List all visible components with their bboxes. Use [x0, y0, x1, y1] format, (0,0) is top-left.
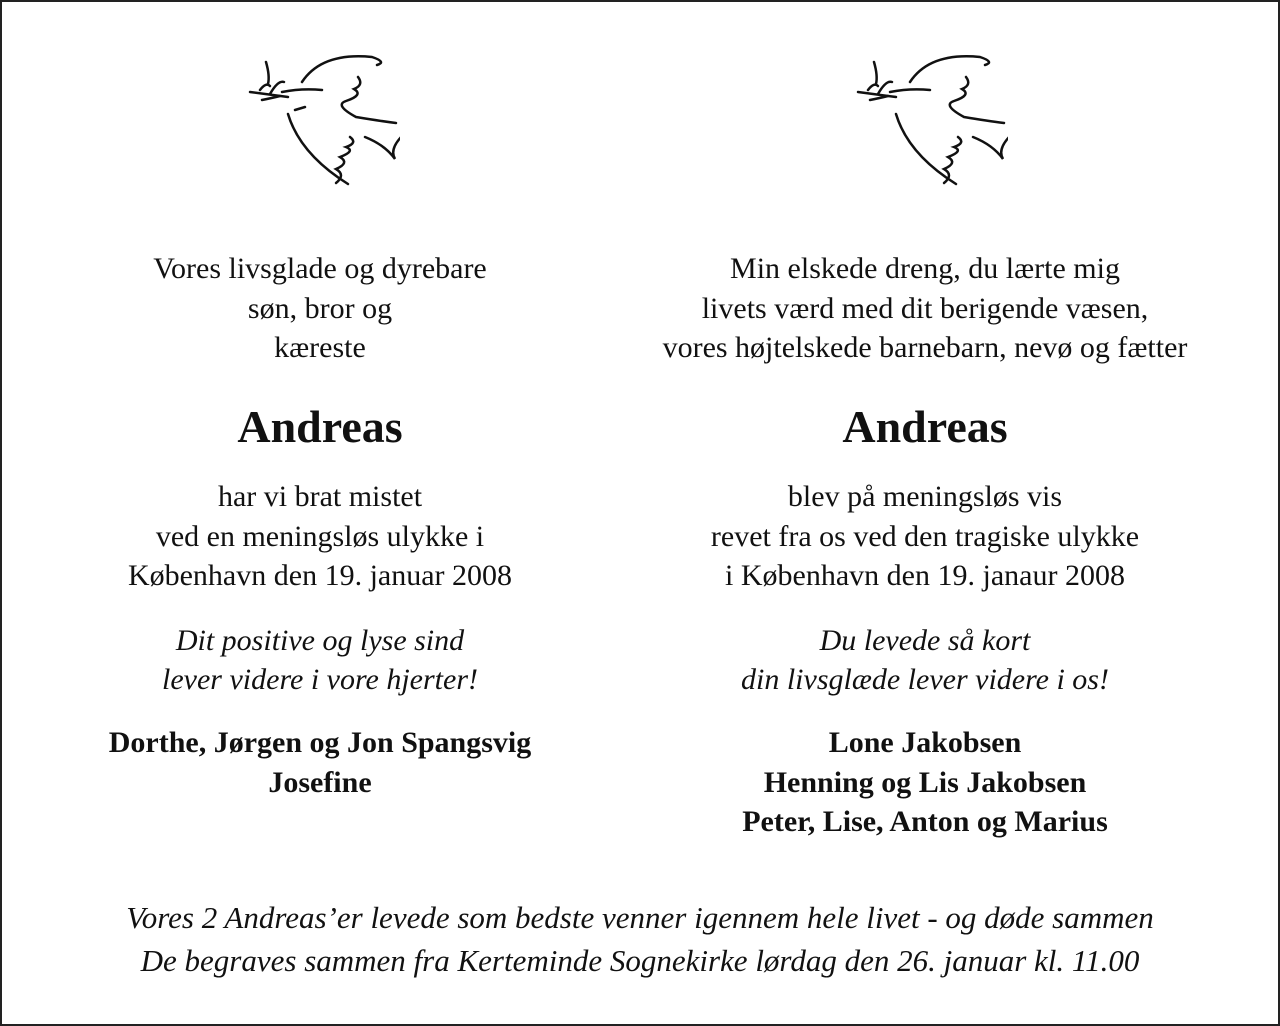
shared-footer — [0, 896, 1280, 982]
verse-line: Du levede så kort — [819, 624, 1031, 657]
deceased-name: Andreas — [842, 401, 1008, 452]
intro-line: Min elskede dreng, du lærte mig — [730, 252, 1120, 285]
signature-line: Peter, Lise, Anton og Marius — [742, 805, 1108, 838]
details-line: ved en meningsløs ulykke i — [155, 519, 485, 553]
footer-line: De begraves sammen fra Kerteminde Sognekirke lørdag den 26. januar kl. 11.00 — [140, 943, 1140, 978]
verse-line: din livsglæde lever videre i os! — [741, 663, 1109, 696]
details-line: har vi brat mistet — [217, 480, 423, 513]
right-signatures — [625, 723, 1225, 842]
signature-line: Josefine — [268, 765, 372, 799]
dove-icon — [240, 52, 400, 192]
right-intro — [625, 249, 1225, 368]
left-details — [20, 477, 620, 596]
right-verse — [625, 621, 1225, 699]
intro-line: vores højtelskede barnebarn, nevø og fætter — [662, 331, 1188, 364]
left-verse — [20, 621, 620, 699]
intro-line: søn, bror og — [247, 291, 393, 325]
details-line: revet fra os ved den tragiske ulykke — [710, 519, 1140, 553]
signature-line: Henning og Lis Jakobsen — [763, 765, 1087, 799]
deceased-name: Andreas — [237, 401, 403, 452]
verse-line: Dit positive og lyse sind — [175, 624, 465, 657]
intro-line: kæreste — [274, 331, 366, 364]
details-line: København den 19. januar 2008 — [127, 559, 513, 592]
right-details — [625, 477, 1225, 596]
footer-line: Vores 2 Andreas’er levede som bedste venner igennem hele livet - og døde sammen — [126, 900, 1154, 935]
details-line: i København den 19. janaur 2008 — [725, 559, 1125, 592]
verse-line: lever videre i vore hjerter! — [162, 663, 478, 696]
intro-line: livets værd med dit berigende væsen, — [701, 291, 1149, 325]
intro-line: Vores livsglade og dyrebare — [153, 252, 487, 285]
dove-icon — [848, 52, 1008, 192]
left-intro — [20, 249, 620, 368]
left-signatures — [20, 723, 620, 802]
signature-line: Lone Jakobsen — [828, 726, 1022, 759]
details-line: blev på meningsløs vis — [787, 480, 1063, 513]
signature-line: Dorthe, Jørgen og Jon Spangsvig — [108, 726, 532, 759]
